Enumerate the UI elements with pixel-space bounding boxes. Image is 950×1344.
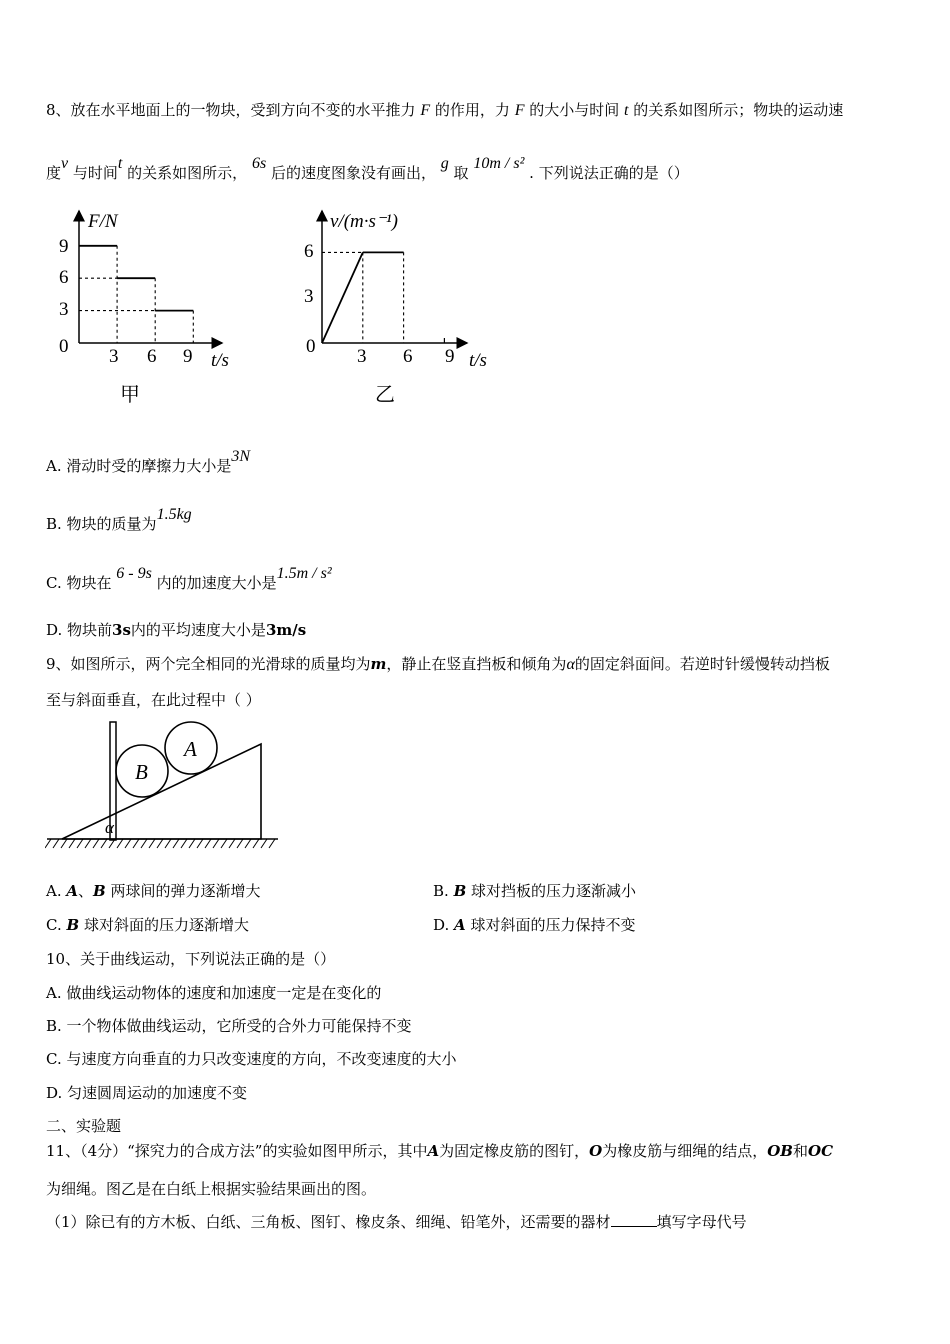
q11-line3: （1）除已有的方木板、白纸、三角板、图钉、橡皮条、细绳、铅笔外，还需要的器材 填写字母代号 (46, 1213, 747, 1231)
figure-caption: 乙 (375, 384, 395, 406)
math-6s: 6s (251, 155, 267, 172)
incline-wedge (62, 744, 261, 839)
q8-option-a[interactable]: A. 滑动时受的摩擦力大小是3N (46, 448, 251, 475)
hatch-mark (93, 839, 99, 848)
q9-line2: 至与斜面垂直，在此过程中（ ） (46, 691, 261, 709)
math-t: t (624, 102, 629, 119)
y-tick-label: 3 (304, 286, 314, 307)
x-tick-label: 6 (403, 346, 413, 367)
hatch-mark (117, 839, 123, 848)
q10-option-a[interactable]: A. 做曲线运动物体的速度和加速度一定是在变化的 (46, 984, 382, 1002)
math-1.5ms2: 1.5m / s² (276, 565, 332, 582)
ball-a-label: A (184, 737, 197, 761)
hatch-mark (237, 839, 243, 848)
figure-yi-v-t-graph (295, 205, 505, 410)
math-m: m (370, 655, 387, 673)
q8-option-d[interactable]: D. 物块前3s内的平均速度大小是3m/s (46, 621, 307, 639)
figure-caption: 甲 (120, 384, 140, 406)
q11-line1: 11、（4分）“探究力的合成方法”的实验如图甲所示，其中A为固定橡皮筋的图钉，O为橡皮筋与细绳的结点，OB和OC (46, 1142, 834, 1160)
hatch-mark (205, 839, 211, 848)
angle-label: α (105, 818, 114, 837)
q11-line2: 为细绳。图乙是在白纸上根据实验结果画出的图。 (46, 1180, 377, 1198)
hatch-mark (125, 839, 131, 848)
origin-label: 0 (306, 336, 316, 357)
hatch-mark (253, 839, 259, 848)
math-F: F (514, 102, 525, 119)
hatch-mark (245, 839, 251, 848)
y-tick-label: 9 (59, 236, 69, 257)
x-axis-label: t/s (469, 350, 487, 371)
q8-line2: 度v 与时间t 的关系如图所示， 6s 后的速度图象没有画出， g 取 10m / s² . 下列说法正确的是（） (46, 155, 689, 182)
hatch-mark (181, 839, 187, 848)
x-axis-label: t/s (211, 350, 229, 371)
y-tick-label: 6 (304, 241, 314, 262)
x-tick-label: 9 (445, 346, 455, 367)
math-v: v (61, 155, 69, 172)
q10-option-d[interactable]: D. 匀速圆周运动的加速度不变 (46, 1084, 248, 1102)
math-t: t (117, 155, 123, 172)
x-tick-label: 6 (147, 346, 157, 367)
hatch-mark (53, 839, 59, 848)
math-3N: 3N (231, 448, 251, 465)
hatch-mark (221, 839, 227, 848)
hatch-mark (261, 839, 267, 848)
hatch-mark (213, 839, 219, 848)
q9-option-d[interactable]: D. A 球对斜面的压力保持不变 (433, 916, 636, 934)
q8-option-c[interactable]: C. 物块在 6 - 9s 内的加速度大小是1.5m / s² (46, 565, 332, 592)
q10-option-c[interactable]: C. 与速度方向垂直的力只改变速度的方向，不改变速度的大小 (46, 1050, 457, 1068)
hatch-mark (157, 839, 163, 848)
q9-option-a[interactable]: A. A、B 两球间的弹力逐渐增大 (46, 882, 261, 900)
hatch-mark (173, 839, 179, 848)
hatch-mark (141, 839, 147, 848)
q8-line1: 8、放在水平地面上的一物块，受到方向不变的水平推力 F 的作用，力 F 的大小与时间 t 的关系如图所示；物块的运动速 (46, 101, 844, 119)
math-alpha: α (566, 656, 575, 673)
q8-option-b[interactable]: B. 物块的质量为1.5kg (46, 506, 192, 533)
math-g-value: 10m / s² (473, 155, 525, 172)
y-axis-label: v/(m·s⁻¹) (330, 211, 398, 232)
q9-option-b[interactable]: B. B 球对挡板的压力逐渐减小 (433, 882, 637, 900)
hatch-mark (69, 839, 75, 848)
y-axis-label: F/N (88, 211, 118, 232)
hatch-mark (45, 839, 51, 848)
y-tick-label: 6 (59, 267, 69, 288)
hatch-mark (77, 839, 83, 848)
x-tick-label: 3 (109, 346, 119, 367)
x-tick-label: 3 (357, 346, 367, 367)
math-F: F (420, 102, 431, 119)
figure-jia-F-t-graph (50, 205, 250, 410)
q10-option-b[interactable]: B. 一个物体做曲线运动，它所受的合外力可能保持不变 (46, 1017, 412, 1035)
velocity-segment (322, 252, 363, 343)
figure-incline-balls (45, 718, 280, 858)
answer-blank[interactable] (611, 1212, 657, 1227)
ball-b-label: B (135, 760, 148, 784)
hatch-mark (133, 839, 139, 848)
hatch-mark (165, 839, 171, 848)
math-1.5kg: 1.5kg (156, 506, 192, 523)
math-g: g (440, 155, 449, 172)
math-6-9s: 6 - 9s (116, 565, 152, 582)
q10-stem: 10、关于曲线运动，下列说法正确的是（） (46, 950, 336, 968)
hatch-mark (229, 839, 235, 848)
origin-label: 0 (59, 336, 69, 357)
hatch-mark (197, 839, 203, 848)
section-heading: 二、实验题 (46, 1117, 122, 1135)
x-tick-label: 9 (183, 346, 193, 367)
q9-option-c[interactable]: C. B 球对斜面的压力逐渐增大 (46, 916, 249, 934)
y-tick-label: 3 (59, 299, 69, 320)
hatch-mark (85, 839, 91, 848)
hatch-mark (149, 839, 155, 848)
ground-hatching (45, 839, 275, 848)
hatch-mark (61, 839, 67, 848)
hatch-mark (101, 839, 107, 848)
q9-line1: 9、如图所示，两个完全相同的光滑球的质量均为m，静止在竖直挡板和倾角为α的固定斜面间。若逆时针缓慢转动挡板 (46, 655, 830, 673)
hatch-mark (189, 839, 195, 848)
hatch-mark (269, 839, 275, 848)
